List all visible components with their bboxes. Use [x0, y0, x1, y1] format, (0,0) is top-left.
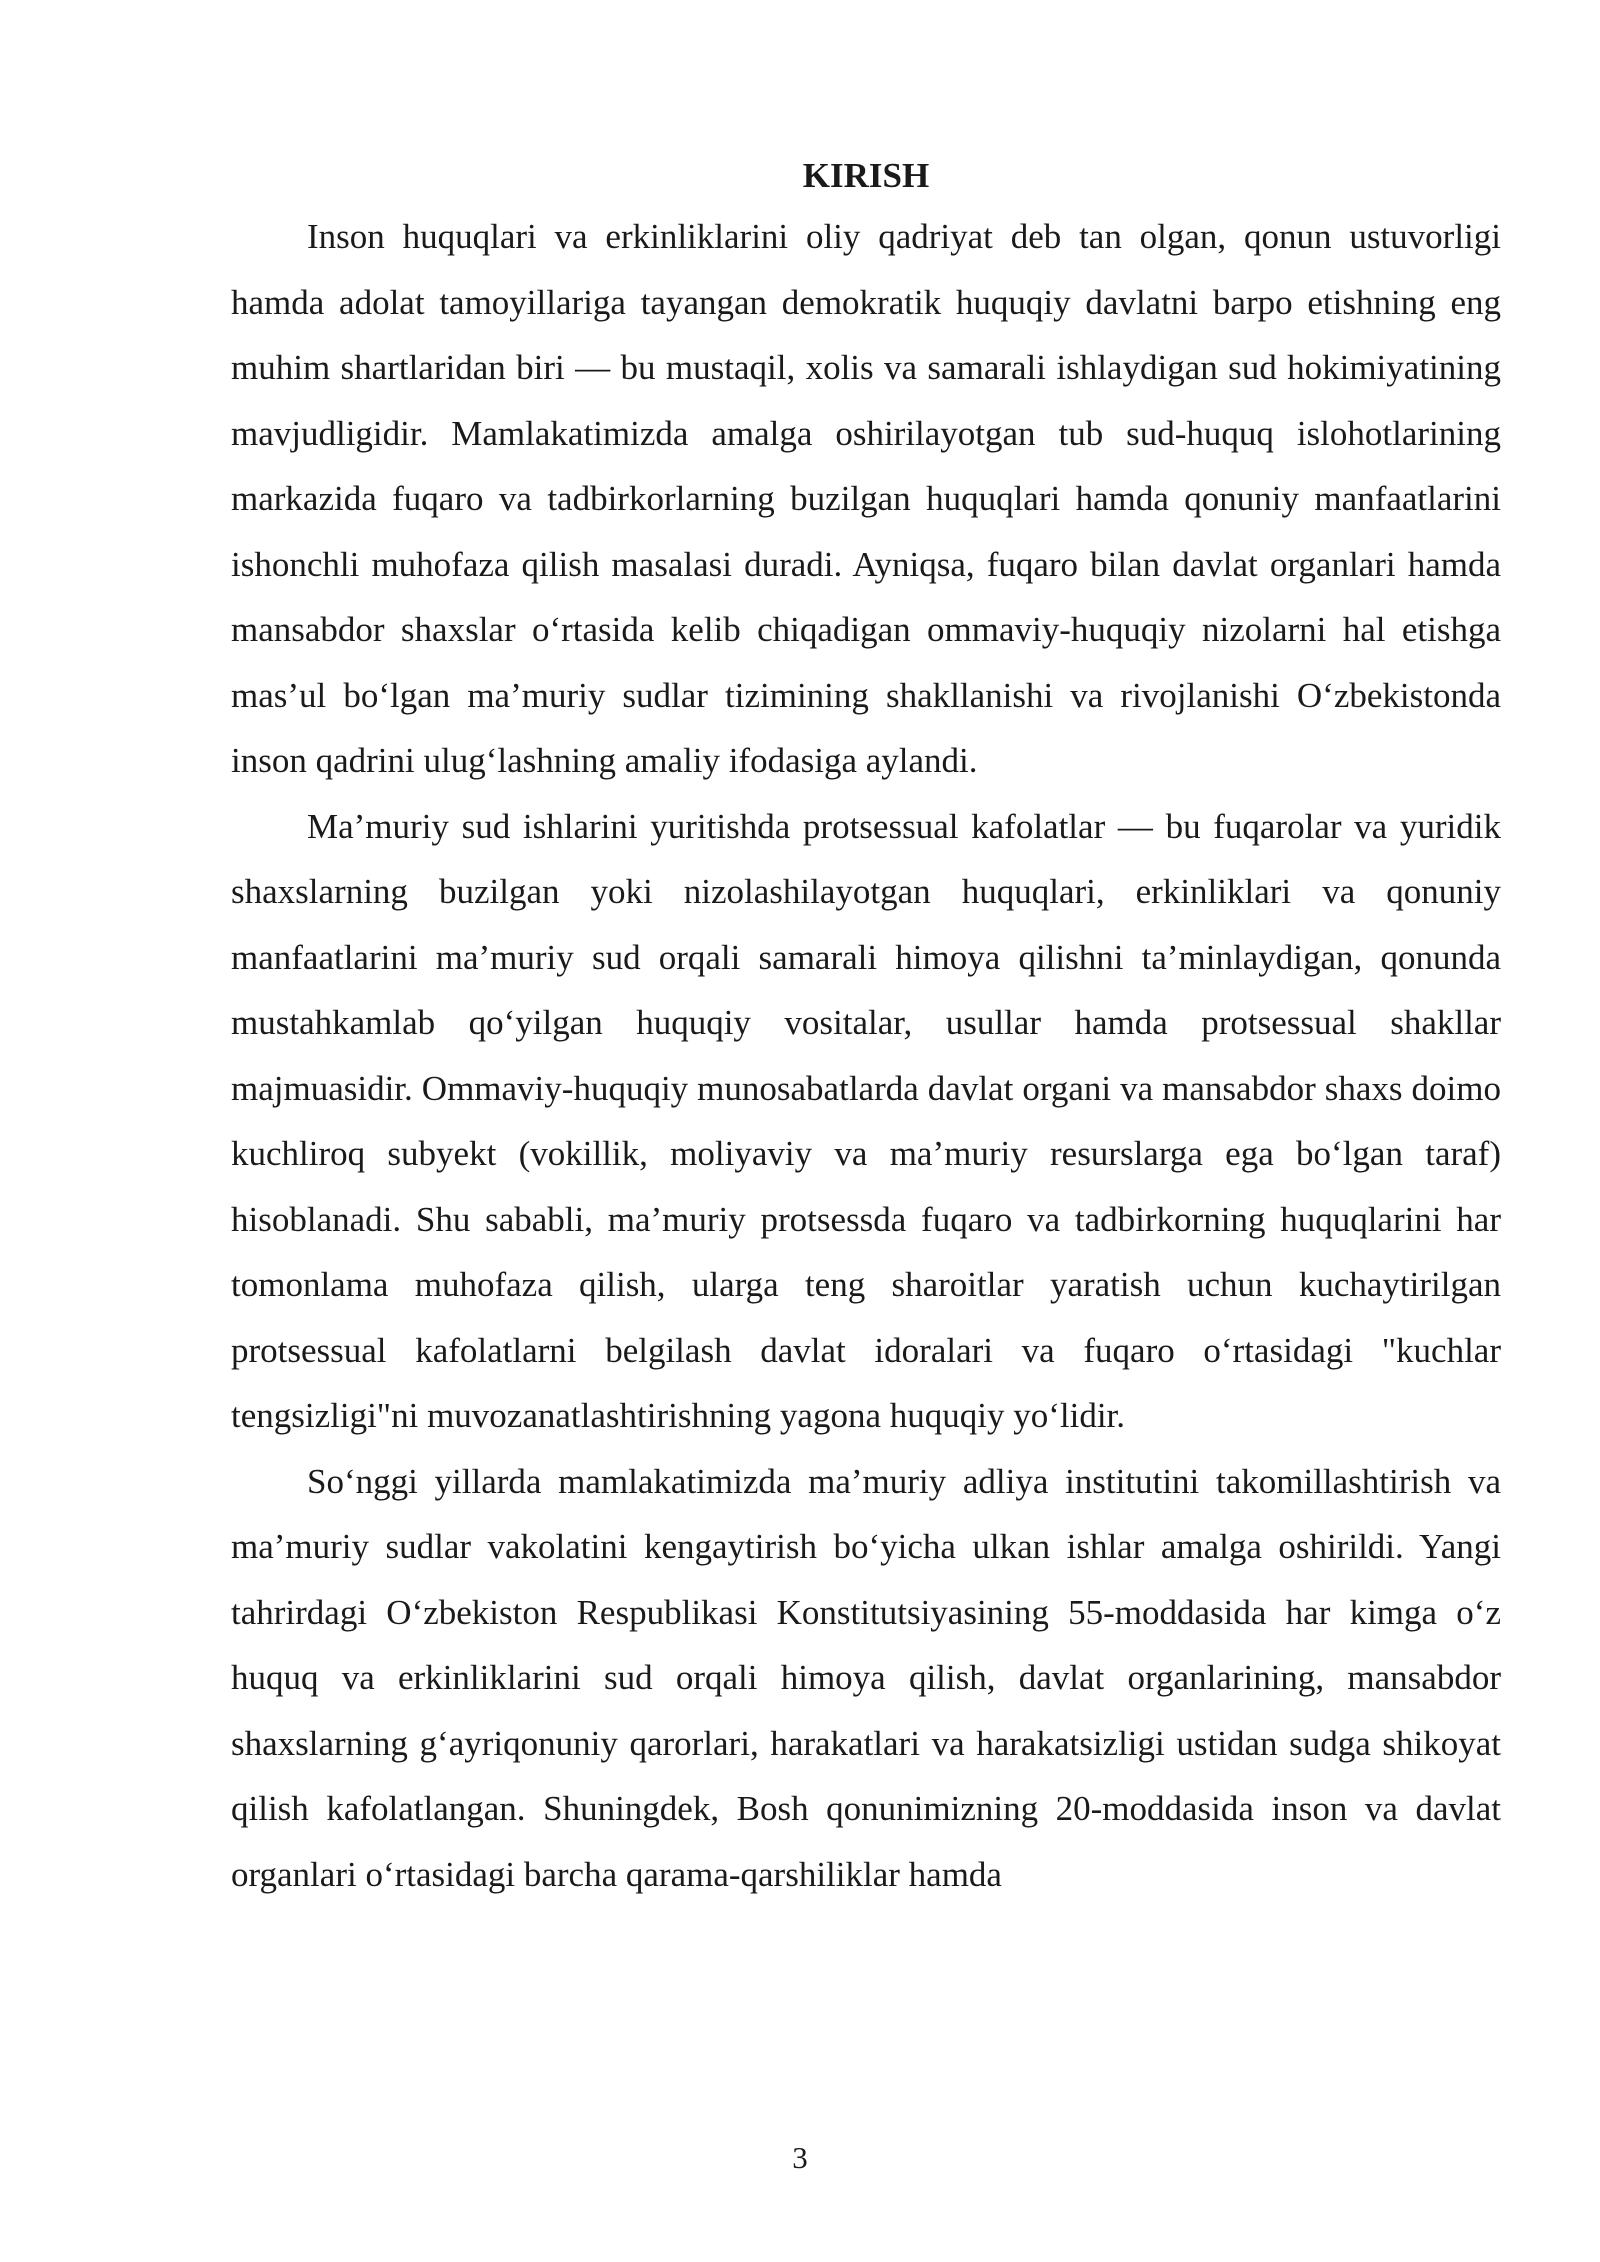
- paragraph-2: Ma’muriy sud ishlarini yuritishda protsessual kafolatlar — bu fuqarolar va yuridik shaxslarning buzilgan yoki nizolashilayotgan huquqlari, erkinliklari va qonuniy manfaatlarini ma’muriy sud orqali samarali himoya qilishni ta’minlaydigan, qonunda mustahkamlab qo‘yilgan huquqiy vositalar, usullar hamda protsessual shakllar majmuasidir. Ommaviy-huquqiy munosabatlarda davlat organi va mansabdor shaxs doimo kuchliroq subyekt (vokillik, moliyaviy va ma’muriy resurslarga ega bo‘lgan taraf) hisoblanadi. Shu sababli, ma’muriy protsessda fuqaro va tadbirkorning huquqlarini har tomonlama muhofaza qilish, ularga teng sharoitlar yaratish uchun kuchaytirilgan protsessual kafolatlarni belgilash davlat idoralari va fuqaro o‘rtasidagi "kuchlar tengsizligi"ni muvozanatlashtirishning yagona huquqiy yo‘lidir.: [231, 806, 1501, 1435]
- section-title: KIRISH: [802, 156, 930, 195]
- page-number: 3: [792, 2140, 808, 2175]
- paragraph-3: So‘nggi yillarda mamlakatimizda ma’muriy adliya institutini takomillashtirish va ma’muriy sudlar vakolatini kengaytirish bo‘yicha ulkan ishlar amalga oshirildi. Yangi tahrirdagi O‘zbekiston Respublikasi Konstitutsiyasining 55-moddasida har kimga o‘z huquq va erkinliklarini sud orqali himoya qilish, davlat organlarining, mansabdor shaxslarning g‘ayriqonuniy qarorlari, harakatlari va harakatsizligi ustidan sudga shikoyat qilish kafolatlangan. Shuningdek, Bosh qonunimizning 20-moddasida inson va davlat organlari o‘rtasidagi barcha qarama-qarshiliklar hamda: [231, 1461, 1501, 1894]
- paragraph-1: Inson huquqlari va erkinliklarini oliy qadriyat deb tan olgan, qonun ustuvorligi hamda adolat tamoyillariga tayangan demokratik huquqiy davlatni barpo etishning eng muhim shartlaridan biri — bu mustaqil, xolis va samarali ishlaydigan sud hokimiyatining mavjudligidir. Mamlakatimizda amalga oshirilayotgan tub sud-huquq islohotlarining markazida fuqaro va tadbirkorlarning buzilgan huquqlari hamda qonuniy manfaatlarini ishonchli muhofaza qilish masalasi duradi. Ayniqsa, fuqaro bilan davlat organlari hamda mansabdor shaxslar o‘rtasida kelib chiqadigan ommaviy-huquqiy nizolarni hal etishga mas’ul bo‘lgan ma’muriy sudlar tizimining shakllanishi va rivojlanishi O‘zbekistonda inson qadrini ulug‘lashning amaliy ifodasiga aylandi.: [231, 217, 1501, 780]
- page-content: [231, 148, 1501, 1907]
